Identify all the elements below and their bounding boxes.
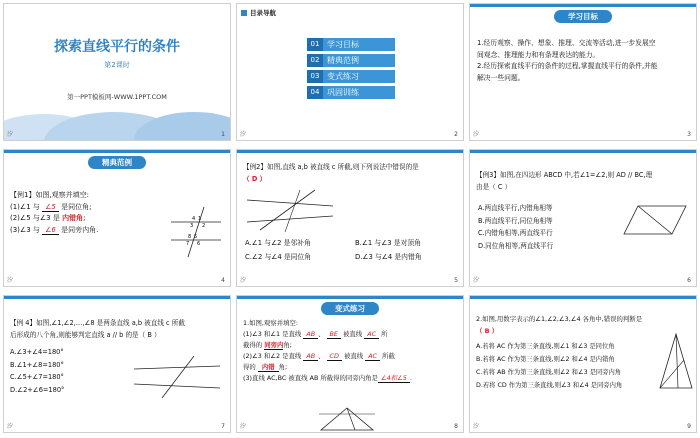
option-c[interactable]: C.∠5+∠7=180° — [10, 373, 64, 381]
option-d[interactable]: D.若将 CD 作为第三条直线,则∠3 和∠4 是同旁内角 — [476, 382, 623, 389]
corner-mark: 汐 — [7, 277, 14, 284]
answer-blank: BE — [327, 330, 341, 339]
answer-blank: ∠4和∠5 — [378, 374, 410, 383]
option-a[interactable]: A.∠3+∠4=180° — [10, 348, 64, 356]
exercise-text: 1.如图,观察并填空: (1)∠3 和∠1 是直线 AB 、 BE 被直线 AC 所 截得的 同旁内角; (2)∠3 和∠2 是直线 AB 、 CD 被直线 AC 所截 得的 内错 角; (3)直线 AC,BC 被直线 AB 所截得的同旁内角是 ∠4和∠5 . — [243, 319, 412, 382]
option-a[interactable]: A.∠1 与∠2 是邻补角 — [245, 239, 311, 247]
example-text: 【例1】如图,观察并填空: (1)∠1 与 ∠5 是同位角; (2)∠5 与∠3 是 内错角; (3)∠3 与 ∠6 是同旁内角. — [10, 191, 99, 234]
nav-header — [241, 8, 276, 17]
corner-mark: 汐 — [240, 277, 247, 284]
corner-mark: 汐 — [473, 423, 480, 430]
slide-thumbnail-5[interactable] — [236, 149, 464, 287]
corner-mark: 汐 — [240, 131, 247, 138]
toc-item[interactable]: 03 变式练习 — [307, 70, 395, 83]
slide-thumbnail-2[interactable] — [236, 3, 464, 141]
slide-thumbnail-4[interactable] — [3, 149, 231, 287]
option-c[interactable]: C.内错角相等,两直线平行 — [478, 229, 553, 237]
slide-number: 3 — [687, 131, 691, 138]
corner-mark: 汐 — [473, 277, 480, 284]
geometry-figure — [166, 202, 226, 262]
slide-number: 6 — [687, 277, 691, 284]
parallelogram-figure — [620, 200, 690, 240]
nav-label: 目录导航 — [250, 9, 276, 17]
corner-mark: 汐 — [7, 131, 14, 138]
answer-text: 内错角 — [62, 214, 84, 222]
question-text: 【例3】如图,在四边形 ABCD 中,若∠1=∠2,则 AD // BC,理 由是（ C ） — [476, 171, 653, 191]
toc-item[interactable]: 02 精典范例 — [307, 54, 395, 67]
answer-blank: AB — [303, 330, 318, 339]
toc-menu — [307, 38, 395, 99]
question-text: 【例2】如图,直线 a,b 被直线 c 所截,则下列说法中错误的是 （ D ） — [243, 163, 419, 183]
slide-subtitle: 第2课时 — [104, 61, 130, 69]
angle-label: 2 — [202, 223, 206, 229]
answer-blank: AC — [365, 352, 380, 361]
answer-blank: ∠5 — [42, 203, 59, 212]
options — [10, 346, 110, 396]
answer-blank: AC — [364, 330, 379, 339]
option-a[interactable]: A.两直线平行,内错角相等 — [478, 204, 553, 212]
slide-number: 2 — [454, 131, 458, 138]
slide-top-bar — [470, 4, 696, 7]
triangle-figure — [317, 406, 377, 432]
options — [476, 340, 651, 392]
slide-top-bar — [470, 296, 696, 299]
slide-number: 4 — [221, 277, 225, 284]
nav-icon — [241, 10, 247, 16]
slide-thumbnail-7[interactable] — [3, 295, 231, 433]
slide-number: 1 — [221, 131, 225, 138]
slide-top-bar — [237, 296, 463, 299]
answer-text: 内错 — [258, 363, 279, 372]
goal-text: 1.经历观察、操作、想象、推理、交流等活动,进一步发展空 间观念、推理能力和有条理表达的能力。 2.经历探索直线平行的条件的过程,掌握直线平行的条件,并能 解决一些问题。 — [477, 39, 658, 82]
slide-number: 8 — [454, 423, 458, 430]
angle-label: 5 — [194, 234, 198, 240]
slide-top-bar — [470, 150, 696, 153]
geometry-figure — [132, 354, 222, 399]
option-c[interactable]: C.若将 AB 作为第三条直线,则∠2 和∠3 是同旁内角 — [476, 369, 622, 376]
angle-label: 4 — [192, 216, 196, 222]
answer-text: 同旁内 — [264, 341, 284, 349]
answer-blank: ∠6 — [42, 226, 59, 235]
options — [245, 236, 463, 264]
slide-thumbnail-9[interactable] — [469, 295, 697, 433]
slide-top-bar — [4, 150, 230, 153]
answer-blank: CD — [327, 352, 342, 361]
slide-number: 5 — [454, 277, 458, 284]
option-b[interactable]: B.∠1+∠8=180° — [10, 360, 64, 369]
option-d[interactable]: D.∠3 与∠4 是内错角 — [355, 253, 422, 261]
question-text: 2.如图,用数字表示的∠1,∠2,∠3,∠4 各角中,错误的判断是 （ B ） — [476, 315, 643, 335]
angle-label: 8 — [188, 234, 192, 240]
option-c[interactable]: C.∠2 与∠4 是同位角 — [245, 253, 312, 261]
option-b[interactable]: B.∠1 与∠3 是对顶角 — [355, 239, 421, 247]
angle-label: 1 — [198, 216, 202, 222]
option-d[interactable]: D.∠2+∠6=180° — [10, 385, 65, 394]
slide-thumbnail-6[interactable] — [469, 149, 697, 287]
slide-number: 9 — [687, 423, 691, 430]
answer-blank: AB — [303, 352, 318, 361]
slide-thumbnail-3[interactable] — [469, 3, 697, 141]
slide-top-bar — [4, 296, 230, 299]
triangle-figure — [656, 332, 696, 392]
slide-top-bar — [237, 150, 463, 153]
slide-thumbnail-1[interactable] — [3, 3, 231, 141]
corner-mark: 汐 — [240, 423, 247, 430]
option-b[interactable]: B.若将 AC 作为第三条直线,则∠2 和∠4 是内错角 — [476, 356, 615, 363]
toc-item[interactable]: 01 学习目标 — [307, 38, 395, 51]
slide-thumbnail-8[interactable] — [236, 295, 464, 433]
option-b[interactable]: B.两直线平行,同位角相等 — [478, 216, 553, 225]
section-pill: 学习目标 — [554, 10, 612, 23]
slide-footer: 第一PPT模板网-WWW.1PPT.COM — [67, 93, 167, 101]
option-a[interactable]: A.若将 AC 作为第三条直线,则∠1 和∠3 是同位角 — [476, 343, 615, 350]
slide-number: 7 — [221, 423, 225, 430]
toc-item[interactable]: 04 巩固训练 — [307, 86, 395, 99]
option-d[interactable]: D.同位角相等,两直线平行 — [478, 241, 554, 250]
angle-label: 3 — [190, 223, 194, 229]
options — [478, 202, 618, 252]
section-pill: 精典范例 — [88, 156, 146, 169]
angle-label: 7 — [186, 241, 190, 247]
corner-mark: 汐 — [473, 131, 480, 138]
section-pill: 变式练习 — [321, 302, 379, 315]
corner-mark: 汐 — [7, 423, 14, 430]
angle-label: 6 — [197, 241, 201, 247]
question-text: 【例 4】如图,∠1,∠2,…,∠8 是两条直线 a,b 被直线 c 所截 后形成的八个角,则能够判定直线 a // b 的是（ B ） — [10, 319, 185, 339]
geometry-figure — [245, 188, 335, 233]
slide-title: 探索直线平行的条件 — [54, 39, 180, 55]
